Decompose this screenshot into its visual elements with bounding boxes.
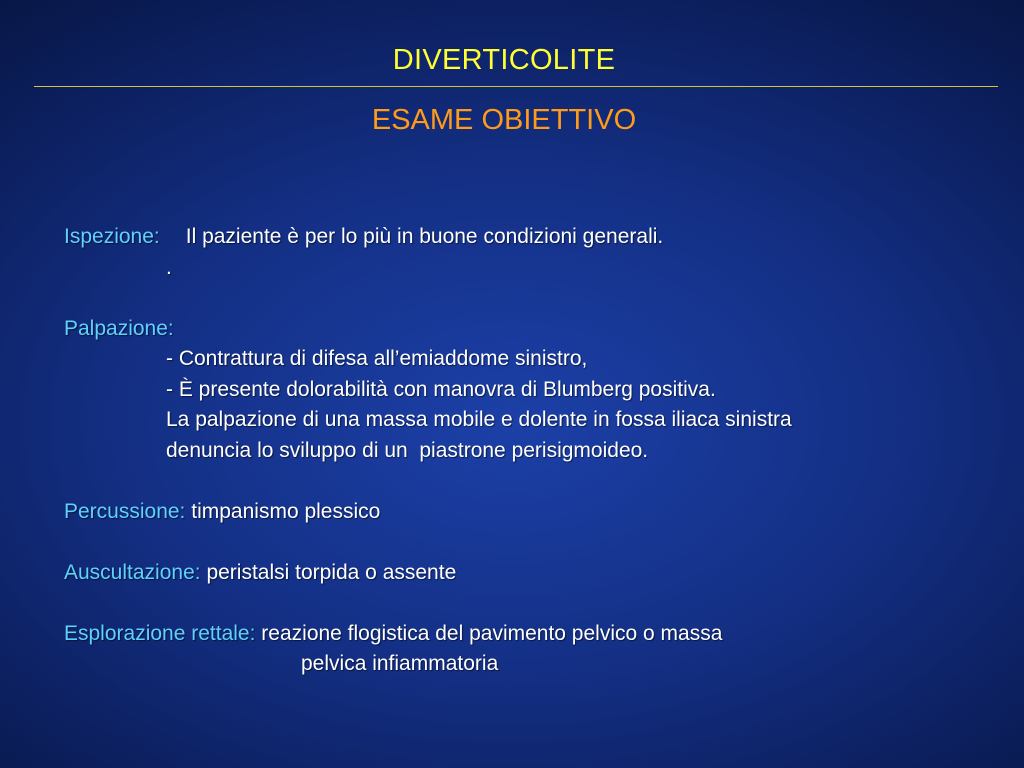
palpazione-item-1: - Contrattura di difesa all’emiaddome sinistro, bbox=[166, 347, 588, 370]
palpazione-label-line bbox=[64, 314, 994, 345]
title-divider bbox=[34, 86, 998, 87]
percussione-text: timpanismo plessico bbox=[191, 499, 381, 523]
palpazione-item-2: - È presente dolorabilità con manovra di Blumberg positiva. bbox=[166, 377, 716, 401]
ispezione-text: Il paziente è per lo più in buone condizioni generali. bbox=[185, 225, 664, 248]
spacer bbox=[64, 466, 994, 497]
percussione-label: Percussione: bbox=[64, 499, 186, 523]
auscultazione-line bbox=[64, 558, 994, 589]
slide-body bbox=[64, 222, 994, 680]
ispezione-line bbox=[64, 222, 994, 253]
slide-title: DIVERTICOLITE bbox=[392, 44, 616, 76]
percussione-line bbox=[64, 497, 994, 528]
esplorazione-text: reazione flogistica del pavimento pelvico o massa bbox=[261, 621, 723, 645]
ispezione-extra: . bbox=[166, 255, 172, 279]
esplorazione-label: Esplorazione rettale: bbox=[64, 621, 256, 645]
spacer bbox=[64, 588, 994, 619]
spacer bbox=[64, 283, 994, 314]
palpazione-item-3: La palpazione di una massa mobile e dolente in fossa iliaca sinistra bbox=[166, 408, 792, 431]
palpazione-item-4: denuncia lo sviluppo di un piastrone perisigmoideo. bbox=[166, 438, 649, 462]
ispezione-label: Ispezione: bbox=[64, 225, 160, 248]
palpazione-label: Palpazione: bbox=[64, 316, 174, 340]
auscultazione-text: peristalsi torpida o assente bbox=[206, 560, 457, 584]
auscultazione-label: Auscultazione: bbox=[64, 560, 201, 584]
esplorazione-line bbox=[64, 619, 994, 650]
slide-subtitle: ESAME OBIETTIVO bbox=[371, 104, 637, 136]
esplorazione-continuation: pelvica infiammatoria bbox=[301, 652, 499, 675]
spacer bbox=[64, 527, 994, 558]
